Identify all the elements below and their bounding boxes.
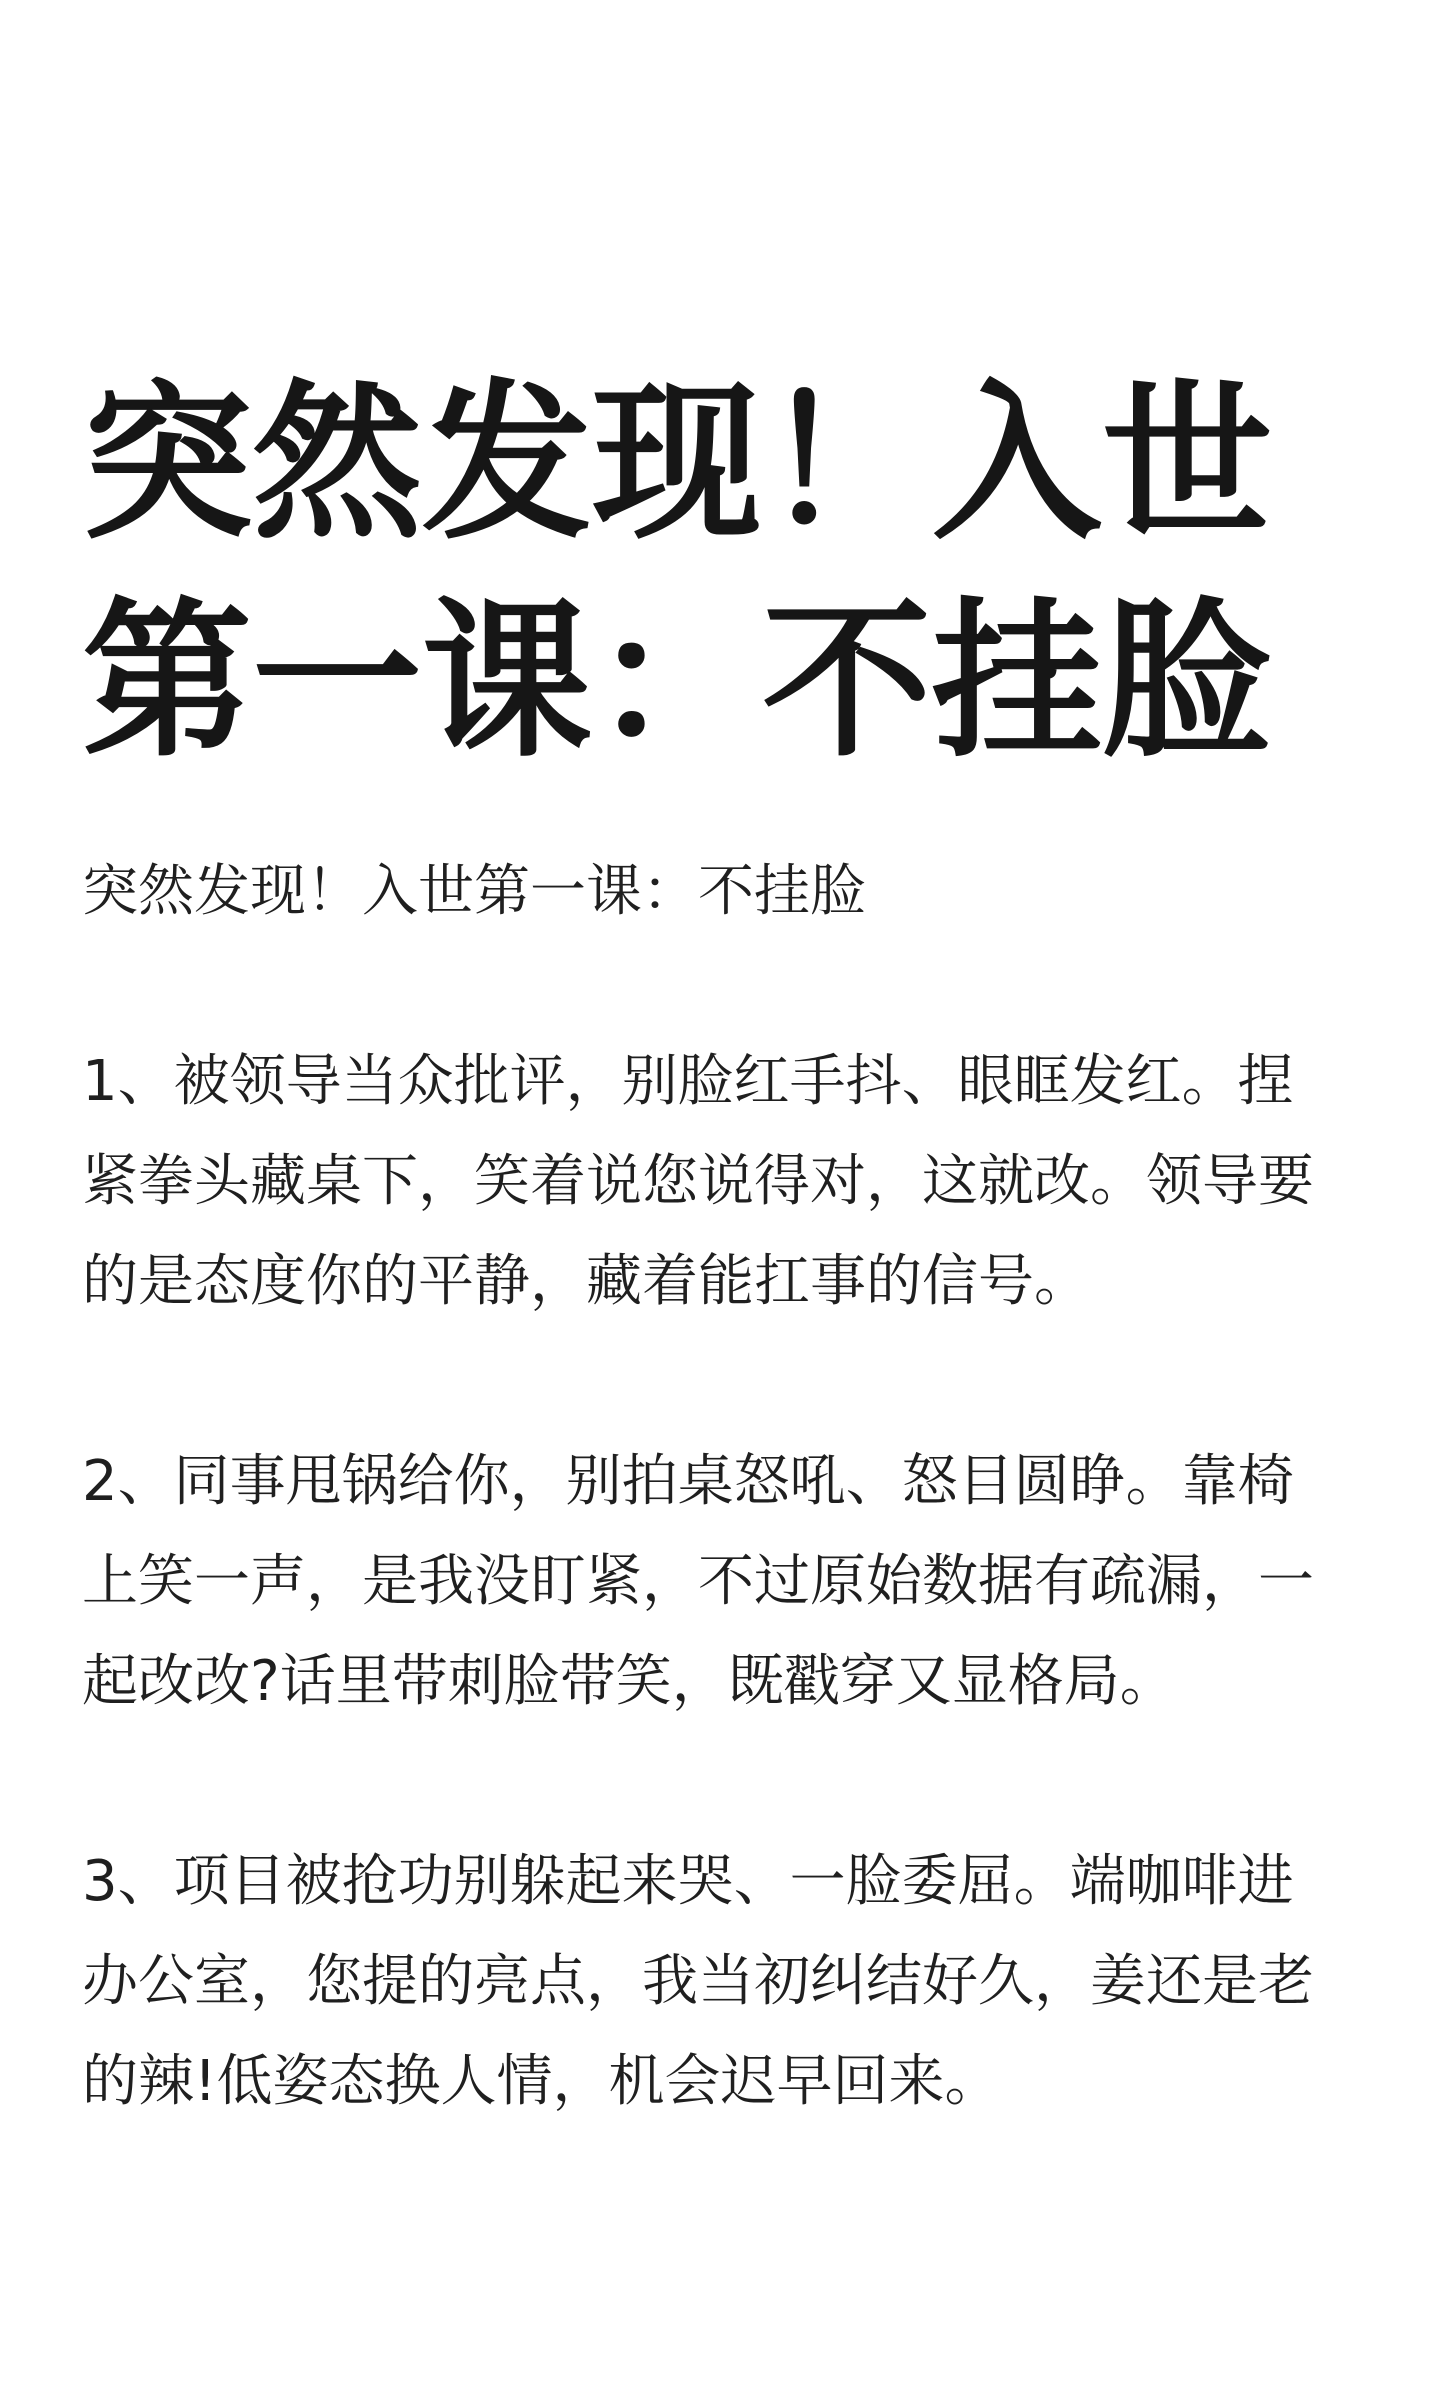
title-line: 第一课：不挂脸	[82, 583, 1273, 781]
paragraph-1	[82, 1032, 1372, 1332]
paragraph-line: 紧拳头藏桌下，笑着说您说得对，这就改。领导要	[82, 1149, 1314, 1214]
paragraph-2	[82, 1432, 1372, 1732]
paragraph-line: 办公室，您提的亮点，我当初纠结好久，姜还是老	[82, 1949, 1314, 2014]
paragraph-3	[82, 1832, 1372, 2132]
paragraph-line: 上笑一声，是我没盯紧，不过原始数据有疏漏，一	[82, 1549, 1314, 1614]
paragraph-line: 的辣!低姿态换人情，机会迟早回来。	[82, 2049, 1001, 2114]
paragraph-line: 3、项目被抢功别躲起来哭、一脸委屈。端咖啡进	[82, 1849, 1294, 1914]
paragraph-line: 的是态度你的平静，藏着能扛事的信号。	[82, 1249, 1090, 1314]
paragraph-line: 1、被领导当众批评，别脸红手抖、眼眶发红。捏	[82, 1049, 1294, 1114]
article-title	[82, 355, 1372, 791]
article-subtitle: 突然发现！入世第一课：不挂脸	[82, 859, 866, 924]
paragraph-line: 2、同事甩锅给你，别拍桌怒吼、怒目圆睁。靠椅	[82, 1449, 1294, 1514]
title-line: 突然发现！入世	[82, 365, 1273, 563]
paragraph-line: 起改改?话里带刺脸带笑，既戳穿又显格局。	[82, 1649, 1176, 1714]
